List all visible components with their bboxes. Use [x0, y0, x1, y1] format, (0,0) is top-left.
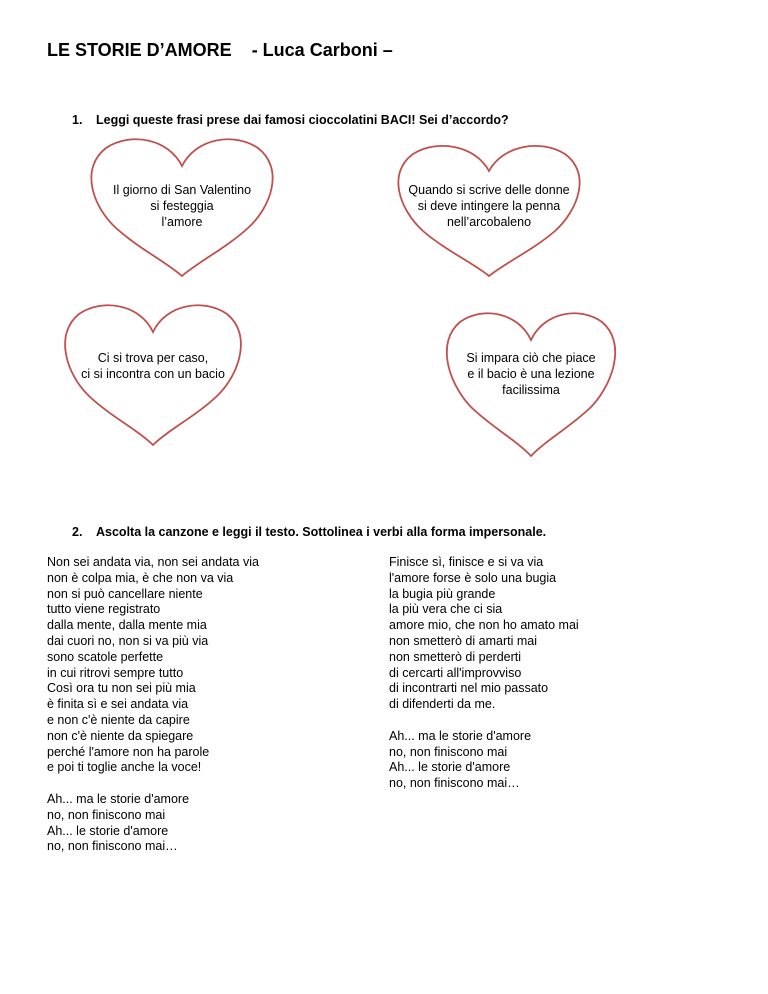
- lyric-line: non smetterò di perderti: [389, 649, 522, 664]
- lyric-line: la più vera che ci sia: [389, 602, 503, 617]
- lyric-line: Ah... ma le storie d'amore: [389, 728, 532, 743]
- lyric-line: Ah... le storie d'amore: [389, 760, 511, 775]
- question-1-number: 1.: [72, 113, 83, 127]
- lyric-line: l'amore forse è solo una bugia: [389, 570, 557, 585]
- lyric-line: Ah... ma le storie d'amore: [47, 791, 190, 806]
- lyric-line: è finita sì e sei andata via: [47, 697, 189, 712]
- lyric-line: no, non finiscono mai…: [47, 839, 178, 854]
- lyric-line: no, non finiscono mai…: [389, 776, 520, 791]
- lyric-line: Così ora tu non sei più mia: [47, 681, 196, 696]
- lyric-line: in cui ritrovi sempre tutto: [47, 665, 184, 680]
- question-2: [72, 525, 546, 539]
- lyric-line: non si può cancellare niente: [47, 586, 203, 601]
- heart-3: [62, 302, 244, 445]
- lyric-line: di difenderti da me.: [389, 697, 496, 712]
- heart-3-text: Ci si trova per caso, ci si incontra con un bacio: [81, 351, 225, 381]
- lyric-line: non è colpa mia, è che non va via: [47, 570, 234, 585]
- heart-2: [395, 143, 583, 276]
- heart-4: [444, 310, 618, 456]
- lyric-line: Ah... le storie d'amore: [47, 823, 169, 838]
- page-title: LE STORIE D’AMORE - Luca Carboni –: [47, 40, 393, 60]
- lyrics-stanza: [47, 792, 347, 855]
- lyric-line: dai cuori no, non si va più via: [47, 633, 209, 648]
- lyric-line: no, non finiscono mai: [47, 807, 166, 822]
- heart-1: [88, 136, 276, 276]
- question-1-text: Leggi queste frasi prese dai famosi cioccolatini BACI! Sei d’accordo?: [96, 113, 509, 127]
- lyrics-stanza: [389, 555, 709, 713]
- lyrics-left-column: [47, 555, 347, 871]
- lyric-line: la bugia più grande: [389, 586, 496, 601]
- lyric-line: Non sei andata via, non sei andata via: [47, 555, 259, 569]
- lyrics-right-column: [389, 555, 709, 808]
- lyric-line: Finisce sì, finisce e si va via: [389, 555, 544, 569]
- lyric-line: no, non finiscono mai: [389, 744, 508, 759]
- lyrics-stanza: [389, 729, 709, 792]
- heart-2-text: Quando si scrive delle donne si deve intingere la penna nell’arcobaleno: [408, 183, 570, 229]
- heart-4-text: Si impara ciò che piace e il bacio è una lezione facilissima: [466, 351, 596, 397]
- heart-1-text: Il giorno di San Valentino si festeggia l’amore: [112, 183, 252, 229]
- lyric-line: e non c'è niente da capire: [47, 712, 190, 727]
- lyric-line: non c'è niente da spiegare: [47, 728, 194, 743]
- lyric-line: di incontrarti nel mio passato: [389, 681, 549, 696]
- lyric-line: di cercarti all'improvviso: [389, 665, 522, 680]
- lyric-line: sono scatole perfette: [47, 649, 164, 664]
- question-2-number: 2.: [72, 525, 83, 539]
- lyric-line: perché l'amore non ha parole: [47, 744, 210, 759]
- lyric-line: e poi ti toglie anche la voce!: [47, 760, 202, 775]
- question-1: [72, 113, 509, 127]
- lyric-line: non smetterò di amarti mai: [389, 633, 537, 648]
- question-2-text: Ascolta la canzone e leggi il testo. Sottolinea i verbi alla forma impersonale.: [96, 525, 547, 539]
- lyric-line: tutto viene registrato: [47, 602, 161, 617]
- lyric-line: dalla mente, dalla mente mia: [47, 618, 207, 633]
- lyric-line: amore mio, che non ho amato mai: [389, 618, 579, 633]
- lyrics-stanza: [47, 555, 347, 776]
